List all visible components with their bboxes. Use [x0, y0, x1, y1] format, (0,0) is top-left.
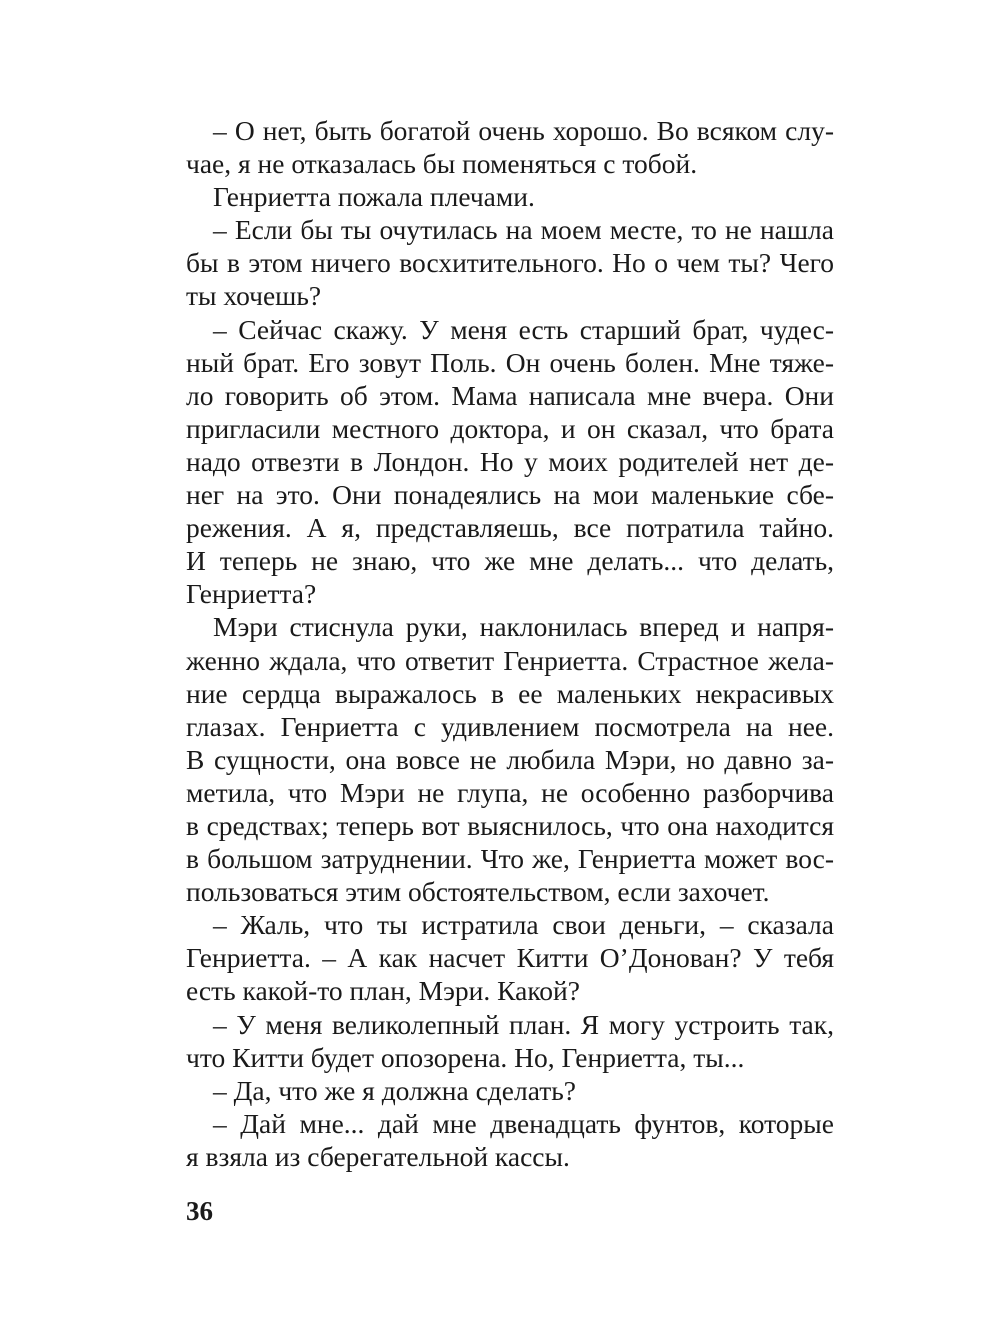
text-line: женно ждала, что ответит Генриетта. Страстное жела- [186, 644, 834, 676]
text-line: – Сейчас скажу. У меня есть старший брат, чудес- [213, 313, 834, 345]
text-line: в большом затруднении. Что же, Генриетта может вос- [186, 843, 834, 875]
text-line: – Да, что же я должна сделать? [213, 1074, 576, 1106]
text-line: в средствах; теперь вот выяснилось, что она находится [186, 809, 834, 841]
text-line: пригласили местного доктора, и он сказал, что брата [186, 412, 834, 444]
text-line: пользоваться этим обстоятельством, если захочет. [186, 876, 770, 908]
text-line: надо отвезти в Лондон. Но у моих родителей нет де- [186, 445, 834, 477]
text-line: Мэри стиснула руки, наклонилась вперед и напря- [213, 611, 834, 643]
text-line: – Дай мне... дай мне двенадцать фунтов, которые [213, 1107, 834, 1139]
text-line: я взяла из сберегательной кассы. [186, 1140, 570, 1172]
body-text [186, 114, 834, 1173]
text-line: Генриетта пожала плечами. [213, 181, 535, 213]
text-line: В сущности, она вовсе не любила Мэри, но давно за- [186, 743, 834, 775]
text-line: ло говорить об этом. Мама написала мне вчера. Они [186, 379, 834, 411]
text-line: метила, что Мэри не глупа, не особенно разборчива [186, 776, 834, 808]
text-line: режения. А я, представляешь, все потратила тайно. [186, 512, 834, 544]
text-line: есть какой-то план, Мэри. Какой? [186, 975, 580, 1007]
text-line: что Китти будет опозорена. Но, Генриетта, ты... [186, 1041, 745, 1073]
text-line: И теперь не знаю, что же мне делать... что делать, [186, 545, 834, 577]
text-line: ты хочешь? [186, 280, 322, 312]
text-line: ние сердца выражалось в ее маленьких некрасивых [186, 677, 834, 709]
text-line: – Если бы ты очутилась на моем месте, то не нашла [213, 214, 834, 246]
text-line: – О нет, быть богатой очень хорошо. Во всяком слу- [213, 115, 834, 146]
text-line: – Жаль, что ты истратила свои деньги, – сказала [213, 909, 834, 941]
text-line: Генриетта? [186, 578, 317, 610]
text-line: глазах. Генриетта с удивлением посмотрела на нее. [186, 710, 834, 742]
text-line: ный брат. Его зовут Поль. Он очень болен. Мне тяже- [186, 346, 834, 378]
text-line: бы в этом ничего восхитительного. Но о чем ты? Чего [186, 247, 834, 279]
text-line: – У меня великолепный план. Я могу устроить так, [213, 1008, 834, 1040]
text-line: нег на это. Они понадеялись на мои маленькие сбе- [186, 479, 834, 511]
text-line: Генриетта. – А как насчет Китти О’Донован? У тебя [186, 942, 834, 974]
text-line: чае, я не отказалась бы поменяться с тобой. [186, 148, 698, 180]
page-number: 36 [186, 1196, 213, 1226]
